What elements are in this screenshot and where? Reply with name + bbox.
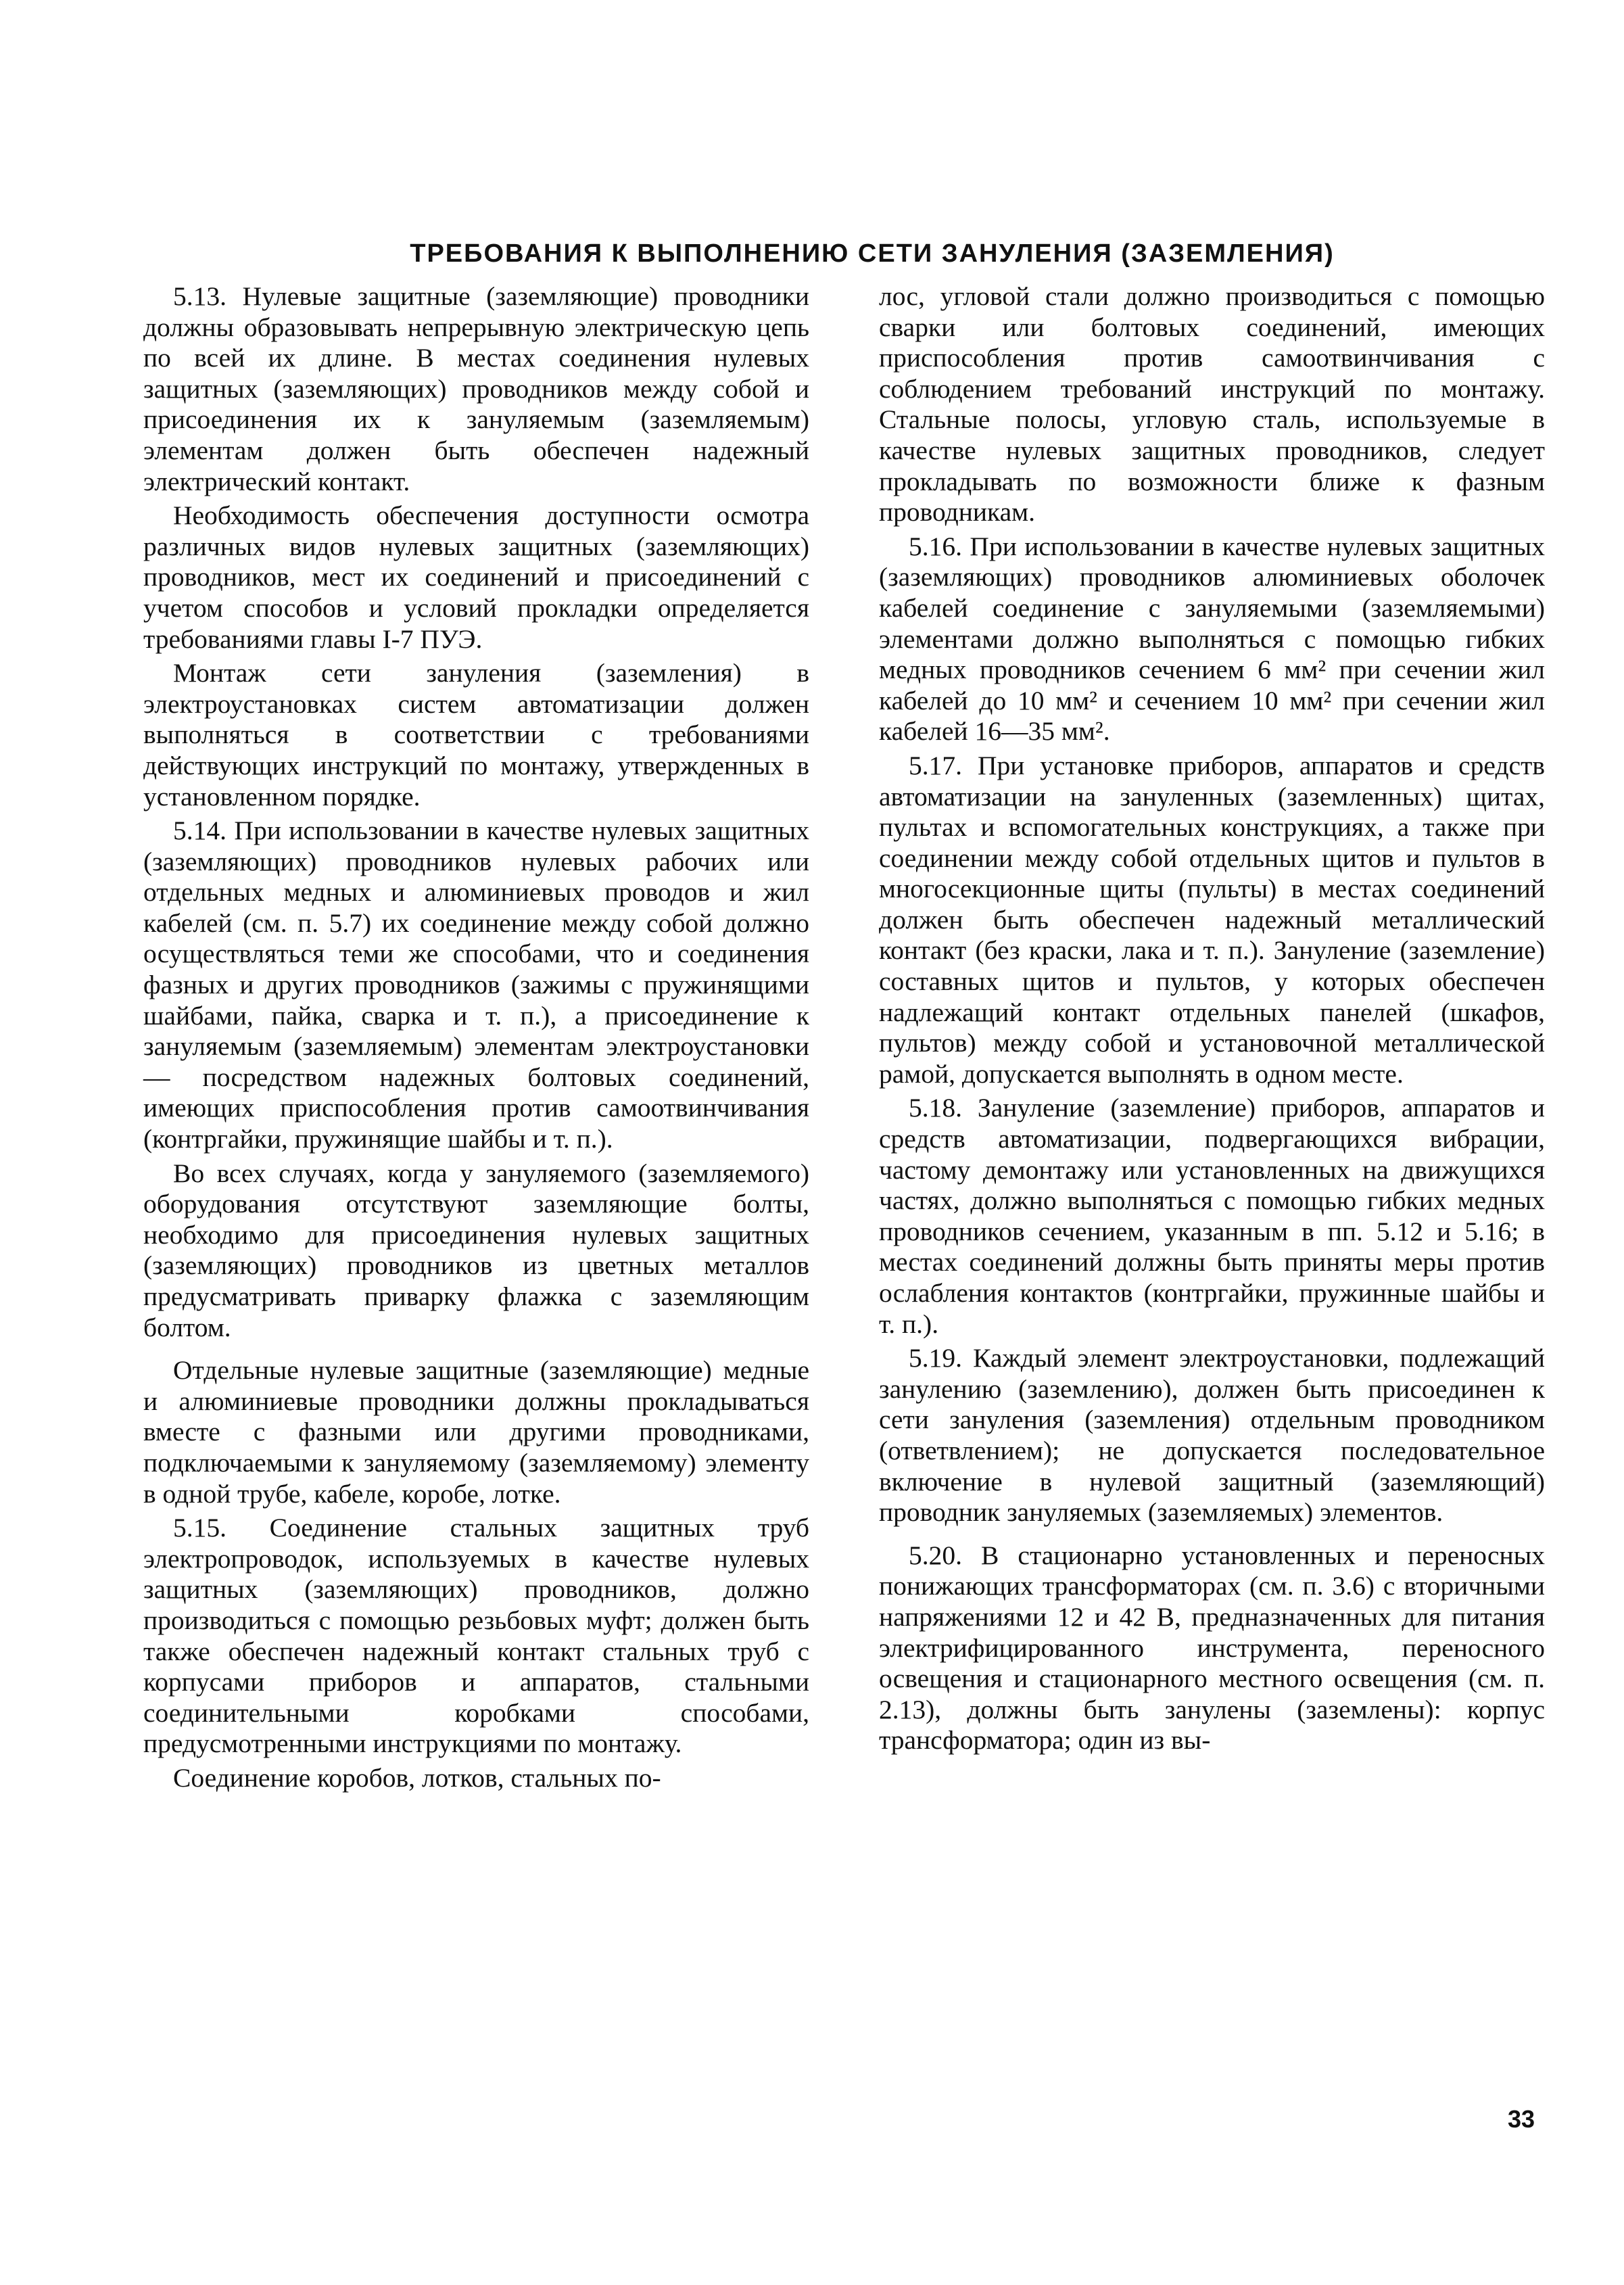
paragraph: 5.19. Каждый элемент электроустановки, подлежащий занулению (заземлению), должен быть присоединен к сети зануления (заземления) отдельным проводником (ответвлением); не допускается последовательное включение в нулевой защитный (заземляющий) проводник зануляемых (заземляемых) элементов. xyxy=(879,1343,1545,1528)
paragraph: Необходимость обеспечения доступности осмотра различных видов нулевых защитных (заземляющих) проводников, мест их соединений и присоединений с учетом способов и условий прокладки определяется требованиями главы I-7 ПУЭ. xyxy=(143,500,809,654)
paragraph: Во всех случаях, когда у зануляемого (заземляемого) оборудования отсутствуют заземляющие болты, необходимо для присоединения нулевых защитных (заземляющих) проводников из цветных металлов предусматривать приварку флажка с заземляющим болтом. xyxy=(143,1158,809,1342)
paragraph: Отдельные нулевые защитные (заземляющие) медные и алюминиевые проводники должны прокладываться вместе с фазными или другими проводниками, подключаемыми к зануляемому (заземляемому) элементу в одной трубе, кабеле, коробе, лотке. xyxy=(143,1355,809,1509)
right-column xyxy=(879,281,1545,1756)
paragraph: 5.15. Соединение стальных защитных труб электропроводок, используемых в качестве нулевых защитных (заземляющих) проводников, должно производиться с помощью резьбовых муфт; должен быть также обеспечен надежный контакт стальных труб с корпусами приборов и аппаратов, стальными соединительными коробками способами, предусмотренными инструкциями по монтажу. xyxy=(143,1513,809,1759)
paragraph: Монтаж сети зануления (заземления) в электроустановках систем автоматизации должен выполняться в соответствии с требованиями действующих инструкций по монтажу, утвержденных в установленном порядке. xyxy=(143,658,809,811)
left-column xyxy=(143,281,809,1794)
section-heading: ТРЕБОВАНИЯ К ВЫПОЛНЕНИЮ СЕТИ ЗАНУЛЕНИЯ (ЗАЗЕМЛЕНИЯ) xyxy=(410,239,1335,268)
paragraph: 5.16. При использовании в качестве нулевых защитных (заземляющих) проводников алюминиевых оболочек кабелей соединение с зануляемыми (заземляемыми) элементами должно выполняться с помощью гибких медных проводников сечением 6 мм² при сечении жил кабелей до 10 мм² и сечением 10 мм² при сечении жил кабелей 16—35 мм². xyxy=(879,531,1545,747)
paragraph: 5.20. В стационарно установленных и переносных понижающих трансформаторах (см. п. 3.6) с вторичными напряжениями 12 и 42 В, предназначенных для питания электрифицированного инструмента, переносного освещения и стационарного местного освещения (см. п. 2.13), должны быть занулены (заземлены): корпус трансформатора; один из вы- xyxy=(879,1540,1545,1756)
paragraph: лос, угловой стали должно производиться с помощью сварки или болтовых соединений, имеющих приспособления против самоотвинчивания с соблюдением требований инструкций по монтажу. Стальные полосы, угловую сталь, используемые в качестве нулевых защитных проводников, следует прокладывать по возможности ближе к фазным проводникам. xyxy=(879,281,1545,527)
page-number: 33 xyxy=(1508,2105,1535,2133)
paragraph: 5.17. При установке приборов, аппаратов и средств автоматизации на зануленных (заземленных) щитах, пультах и вспомогательных конструкциях, а также при соединении между собой отдельных щитов и пультов в многосекционные щиты (пульты) в местах соединений должен быть обеспечен надежный металлический контакт (без краски, лака и т. п.). Зануление (заземление) составных щитов и пультов, у которых обеспечен надлежащий контакт отдельных панелей (шкафов, пультов) между собой и установочной металлической рамой, допускается выполнять в одном месте. xyxy=(879,750,1545,1089)
paragraph: 5.14. При использовании в качестве нулевых защитных (заземляющих) проводников нулевых рабочих или отдельных медных и алюминиевых проводов и жил кабелей (см. п. 5.7) их соединение между собой должно осуществляться теми же способами, что и соединения фазных и других проводников (зажимы с пружинящими шайбами, пайка, сварка и т. п.), а присоединение к зануляемым (заземляемым) элементам электроустановки — посредством надежных болтовых соединений, имеющих приспособления против самоотвинчивания (контргайки, пружинящие шайбы и т. п.). xyxy=(143,816,809,1154)
paragraph: 5.18. Зануление (заземление) приборов, аппаратов и средств автоматизации, подвергающихся вибрации, частому демонтажу или установленных на движущихся частях, должно выполняться с помощью гибких медных проводников сечением, указанным в пп. 5.12 и 5.16; в местах соединений должны быть приняты меры против ослабления контактов (контргайки, пружинные шайбы и т. п.). xyxy=(879,1093,1545,1339)
paragraph: Соединение коробов, лотков, стальных по- xyxy=(173,1762,661,1793)
paragraph: 5.13. Нулевые защитные (заземляющие) проводники должны образовывать непрерывную электрическую цепь по всей их длине. В местах соединения нулевых защитных (заземляющих) проводников между собой и присоединения их к зануляемым (заземляемым) элементам должен быть обеспечен надежный электрический контакт. xyxy=(143,281,809,496)
